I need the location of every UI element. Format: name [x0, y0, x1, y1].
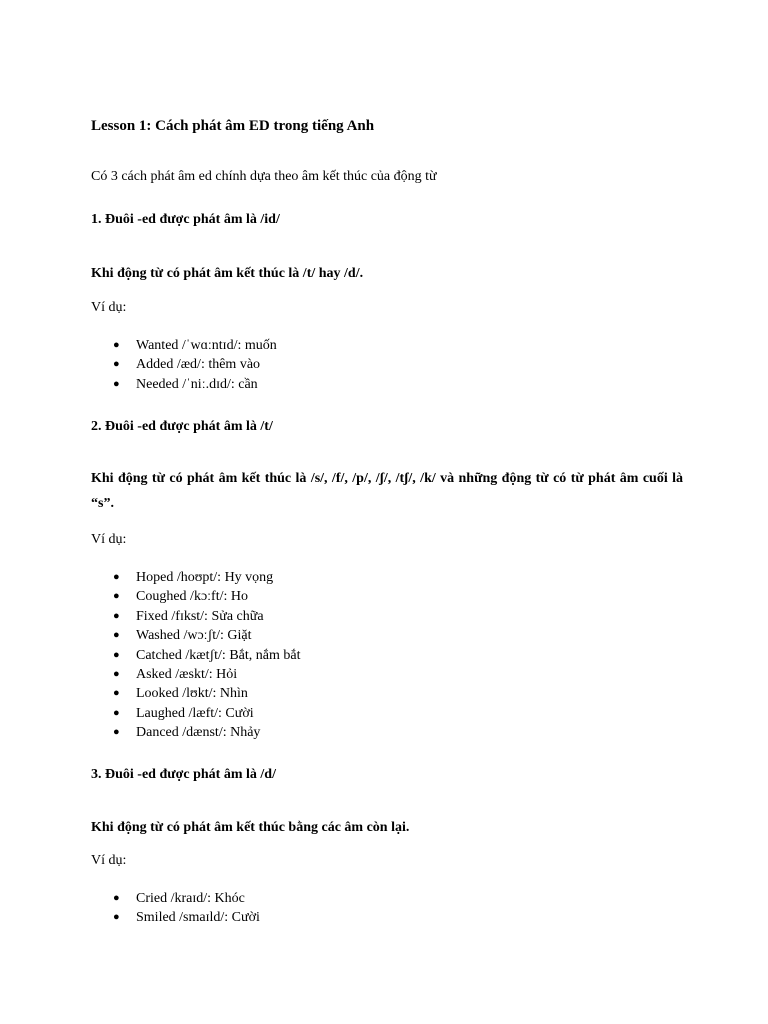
bullet-icon: ● — [113, 892, 120, 904]
bullet-icon: ● — [113, 648, 120, 661]
bullet-icon: ● — [113, 706, 120, 719]
list-item: ● Cried /kraɪd/: Khóc — [91, 889, 260, 908]
lesson-title: Lesson 1: Cách phát âm ED trong tiếng Anh — [91, 118, 375, 134]
list-item: ● Wanted /ˈwɑːntɪd/: muốn — [91, 336, 277, 355]
section-2-rule: Khi động từ có phát âm kết thúc là /s/, /f/, /p/, /ʃ/, /tʃ/, /k/ và những động từ có từ phát âm cuối là “s”. — [91, 471, 683, 511]
section-2-heading: 2. Đuôi -ed được phát âm là /t/ — [91, 419, 273, 434]
bullet-icon: ● — [113, 609, 120, 622]
intro-text: Có 3 cách phát âm ed chính dựa theo âm kết thúc của động từ — [91, 169, 437, 184]
bullet-icon: ● — [113, 339, 120, 351]
section-1-example-label: Ví dụ: — [91, 300, 127, 315]
bullet-icon: ● — [113, 668, 120, 681]
bullet-icon: ● — [113, 358, 120, 371]
section-3-example-list — [91, 889, 260, 928]
section-1-heading: 1. Đuôi -ed được phát âm là /id/ — [91, 212, 280, 227]
bullet-icon: ● — [113, 687, 120, 700]
list-item: ● Asked /æskt/: Hỏi — [91, 665, 300, 684]
bullet-icon: ● — [113, 911, 120, 924]
list-item: ● Coughed /kɔːft/: Ho — [91, 587, 300, 606]
section-2-example-list — [91, 568, 300, 743]
list-item: ● Danced /dænst/: Nhảy — [91, 723, 300, 742]
list-item: ● Hoped /hoʊpt/: Hy vọng — [91, 568, 300, 587]
bullet-icon: ● — [113, 377, 120, 390]
bullet-icon: ● — [113, 629, 120, 642]
list-item: ● Laughed /læft/: Cười — [91, 704, 300, 723]
list-item: ● Looked /lʊkt/: Nhìn — [91, 684, 300, 703]
bullet-icon: ● — [113, 571, 120, 583]
section-1-example-list — [91, 336, 277, 394]
list-item: ● Smiled /smaɪld/: Cười — [91, 908, 260, 927]
list-item: ● Washed /wɔːʃt/: Giặt — [91, 626, 300, 645]
list-item: ● Added /æd/: thêm vào — [91, 355, 277, 374]
section-3-heading: 3. Đuôi -ed được phát âm là /d/ — [91, 767, 276, 782]
section-3-rule: Khi động từ có phát âm kết thúc bằng các âm còn lại. — [91, 820, 410, 835]
list-item: ● Catched /kætʃt/: Bắt, nắm bắt — [91, 646, 300, 665]
bullet-icon: ● — [113, 590, 120, 603]
section-2-example-label: Ví dụ: — [91, 532, 127, 547]
list-item: ● Needed /ˈniː.dɪd/: cần — [91, 375, 277, 394]
section-3-example-label: Ví dụ: — [91, 853, 127, 868]
section-1-rule: Khi động từ có phát âm kết thúc là /t/ hay /d/. — [91, 266, 364, 281]
list-item: ● Fixed /fɪkst/: Sửa chữa — [91, 607, 300, 626]
bullet-icon: ● — [113, 726, 120, 739]
